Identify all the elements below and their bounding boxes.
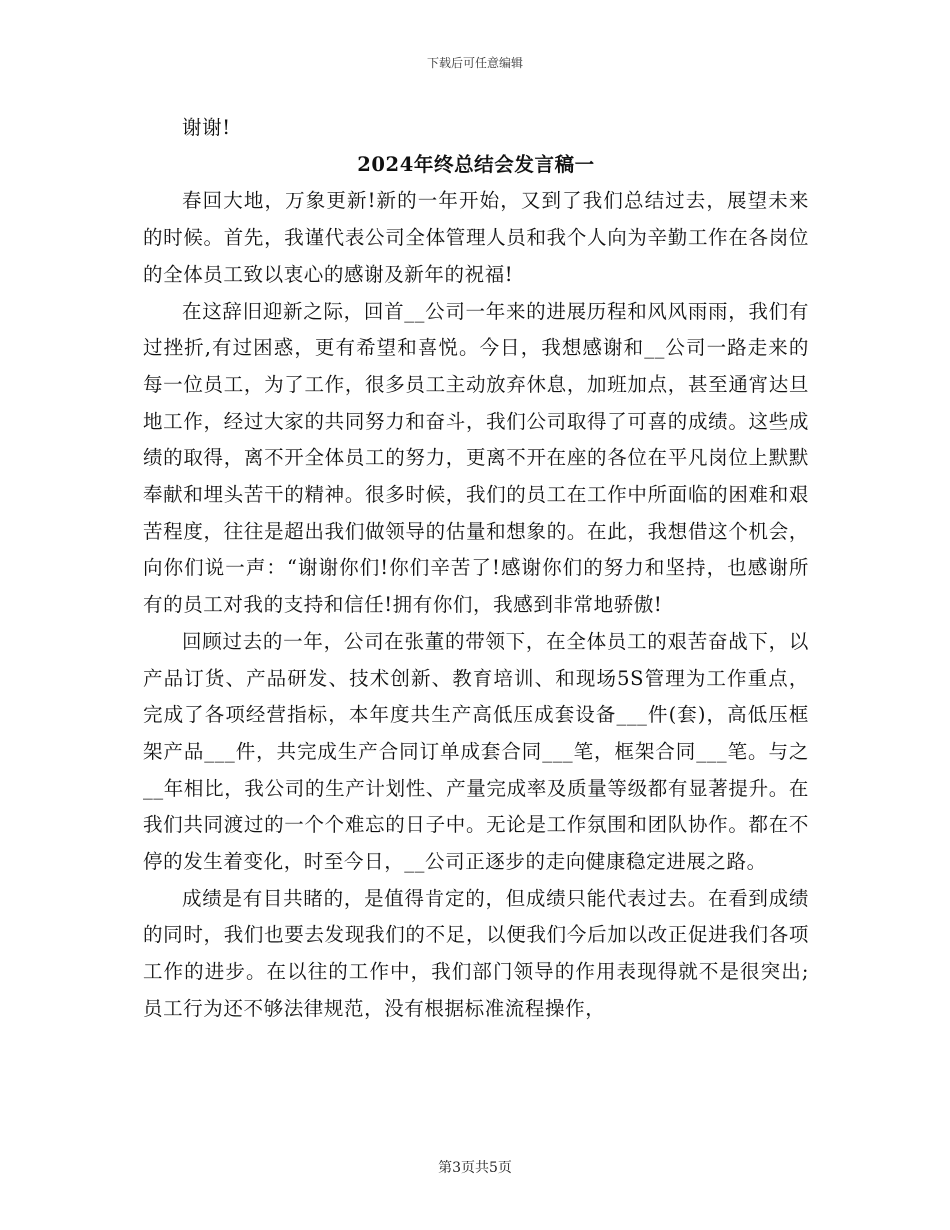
- document-body: [143, 110, 809, 1028]
- paragraph-1: 春回大地，万象更新!新的一年开始，又到了我们总结过去，展望未来的时候。首先，我谨代表公司全体管理人员和我个人向为辛勤工作在各岗位的全体员工致以衷心的感谢及新年的祝福!: [143, 189, 809, 286]
- paragraph-2: 在这辞旧迎新之际，回首__公司一年来的进展历程和风风雨雨，我们有过挫折,有过困惑，更有希望和喜悦。今日，我想感谢和__公司一路走来的每一位员工，为了工作，很多员工主动放弃休息，加班加点，甚至通宵达旦地工作，经过大家的共同努力和奋斗，我们公司取得了可喜的成绩。这些成绩的取得，离不开全体员工的努力，更离不开在座的各位在平凡岗位上默默奉献和埋头苦干的精神。很多时候，我们的员工在工作中所面临的困难和艰苦程度，往往是超出我们做领导的估量和想象的。在此，我想借这个机会，向你们说一声：“谢谢你们!你们辛苦了!感谢你们的努力和坚持，也感谢所有的员工对我的支持和信任!拥有你们，我感到非常地骄傲!: [143, 299, 809, 617]
- page-number: 第3页共5页: [438, 1160, 512, 1176]
- document-title: 2024年终总结会发言稿一: [357, 152, 595, 176]
- paragraph-4: 成绩是有目共睹的，是值得肯定的，但成绩只能代表过去。在看到成绩的同时，我们也要去发现我们的不足，以便我们今后加以改正促进我们各项工作的进步。在以往的工作中，我们部门领导的作用表现得就不是很突出;员工行为还不够法律规范，没有根据标准流程操作，: [143, 886, 809, 1020]
- closing-line: 谢谢!: [182, 116, 231, 139]
- page-header-note: 下载后可任意编辑: [426, 56, 523, 70]
- paragraph-3: 回顾过去的一年，公司在张董的带领下，在全体员工的艰苦奋战下，以产品订货、产品研发、技术创新、教育培训、和现场5S管理为工作重点，完成了各项经营指标，本年度共生产高低压成套设备___件(套)，高低压框架产品___件，共完成生产合同订单成套合同___笔，框架合同___笔。与之__年相比，我公司的生产计划性、产量完成率及质量等级都有显著提升。在我们共同渡过的一个个难忘的日子中。无论是工作氛围和团队协作。都在不停的发生着变化，时至今日，__公司正逐步的走向健康稳定进展之路。: [143, 629, 809, 874]
